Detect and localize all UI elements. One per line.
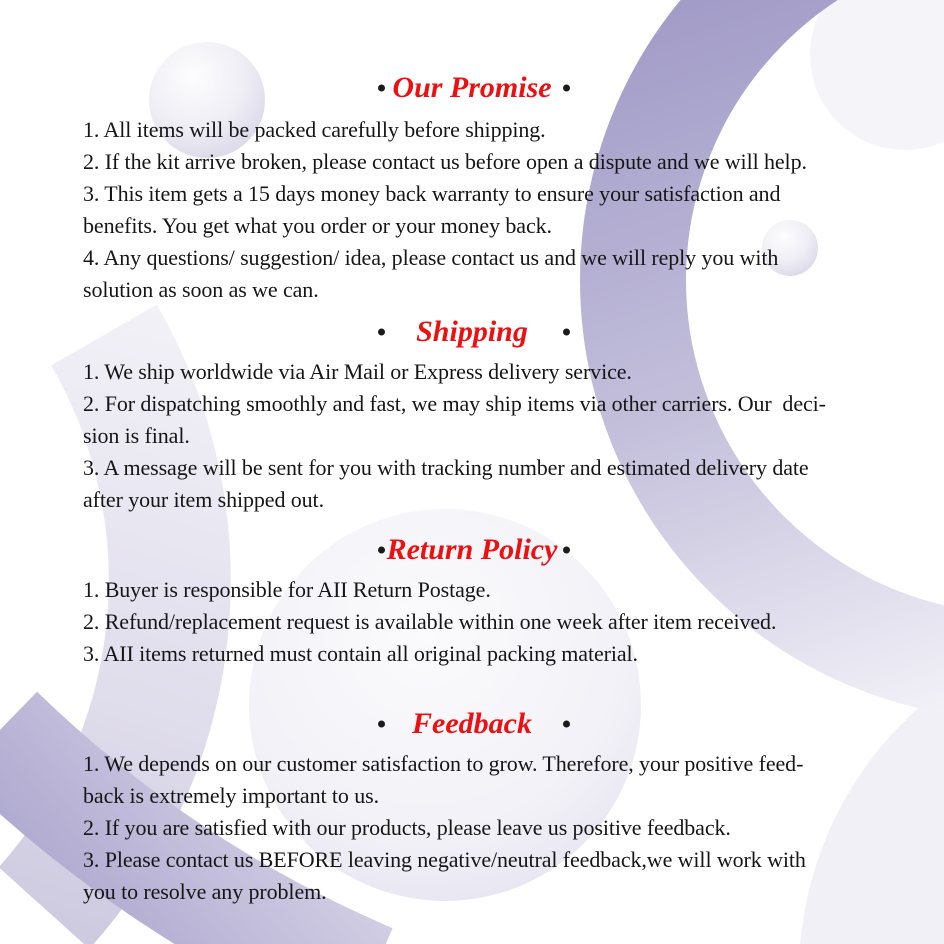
bullet-dot-icon (378, 85, 385, 92)
bullet-dot-icon (563, 721, 570, 728)
bullet-dot-icon (563, 547, 570, 554)
list-item-continuation: sion is final. (83, 423, 190, 448)
list-item: 2. Refund/replacement request is available within one week after item received. (83, 609, 777, 634)
shipping-list (83, 356, 903, 516)
list-item-continuation: you to resolve any problem. (83, 879, 327, 904)
list-item: 3. AII items returned must contain all original packing material. (83, 641, 638, 666)
list-item-continuation: solution as soon as we can. (83, 277, 319, 302)
list-item: 3. This item gets a 15 days money back warranty to ensure your satisfaction and (83, 181, 781, 206)
list-item: 2. If you are satisfied with our products, please leave us positive feedback. (83, 815, 731, 840)
section-title-our-promise: Our Promise (392, 71, 552, 104)
section-heading-shipping (0, 312, 944, 352)
bullet-dot-icon (378, 721, 385, 728)
list-item-continuation: back is extremely important to us. (83, 783, 379, 808)
section-heading-feedback (0, 704, 944, 744)
bullet-dot-icon (563, 85, 570, 92)
list-item-continuation: after your item shipped out. (83, 487, 324, 512)
section-heading-our-promise (0, 68, 944, 108)
list-item: 1. We depends on our customer satisfaction to grow. Therefore, your positive feed- (83, 751, 804, 776)
list-item: 3. Please contact us BEFORE leaving negative/neutral feedback,we will work with (83, 847, 806, 872)
return-policy-list (83, 574, 903, 670)
section-heading-return-policy (0, 530, 944, 570)
list-item: 2. For dispatching smoothly and fast, we may ship items via other carriers. Our deci- (83, 391, 826, 416)
list-item: 1. All items will be packed carefully before shipping. (83, 117, 546, 142)
our-promise-list (83, 114, 903, 306)
list-item: 3. A message will be sent for you with tracking number and estimated delivery date (83, 455, 809, 480)
section-title-shipping: Shipping (416, 315, 528, 348)
bullet-dot-icon (378, 329, 385, 336)
bullet-dot-icon (563, 329, 570, 336)
list-item: 1. We ship worldwide via Air Mail or Express delivery service. (83, 359, 632, 384)
list-item: 1. Buyer is responsible for AII Return Postage. (83, 577, 491, 602)
list-item: 4. Any questions/ suggestion/ idea, please contact us and we will reply you with (83, 245, 779, 270)
list-item: 2. If the kit arrive broken, please contact us before open a dispute and we will help. (83, 149, 807, 174)
feedback-list (83, 748, 903, 908)
section-title-feedback: Feedback (412, 707, 532, 740)
list-item-continuation: benefits. You get what you order or your money back. (83, 213, 552, 238)
bullet-dot-icon (378, 547, 385, 554)
section-title-return-policy: Return Policy (386, 533, 558, 566)
